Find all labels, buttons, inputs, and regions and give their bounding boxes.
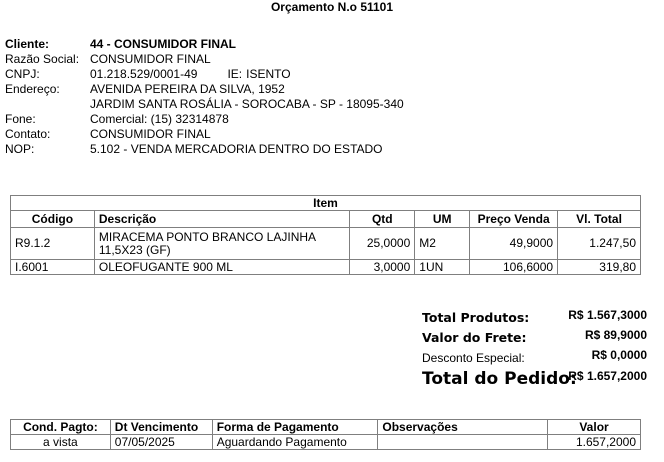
col-total: Vl. Total [558, 211, 641, 228]
total-pedido-value: R$ 1.657,2000 [568, 369, 647, 383]
contato-row [5, 127, 404, 142]
col-obs: Observações [378, 420, 548, 435]
frete-value: R$ 89,9000 [584, 328, 647, 342]
document-title: Orçamento N.o 51101 [270, 0, 394, 14]
col-qtd: Qtd [350, 211, 415, 228]
cell-codigo: I.6001 [11, 260, 95, 275]
items-header: Item [11, 196, 641, 211]
ie-label: IE: [227, 67, 243, 81]
total-pedido-row [422, 365, 647, 389]
endereco-label: Endereço: [5, 82, 60, 96]
cell-descricao: OLEOFUGANTE 900 ML [94, 260, 349, 275]
nop-value: 5.102 - VENDA MERCADORIA DENTRO DO ESTADO [90, 142, 383, 156]
col-codigo: Código [11, 211, 95, 228]
cnpj-value: 01.218.529/0001-49 [90, 67, 198, 81]
cell-qtd: 3,0000 [350, 260, 415, 275]
nop-row [5, 142, 404, 157]
col-valor: Valor [548, 420, 641, 435]
cell-valor: 1.657,2000 [548, 435, 641, 450]
cell-preco: 49,9000 [470, 228, 558, 260]
cell-preco: 106,6000 [470, 260, 558, 275]
contato-value: CONSUMIDOR FINAL [90, 127, 211, 141]
total-produtos-row [422, 305, 647, 325]
endereco-line2: JARDIM SANTA ROSÁLIA - SOROCABA - SP - 18095-340 [90, 97, 404, 111]
desconto-label: Desconto Especial: [422, 351, 525, 365]
total-produtos-value: R$ 1.567,3000 [568, 308, 647, 322]
cnpj-row [5, 67, 404, 82]
total-produtos-label: Total Produtos: [422, 310, 530, 325]
cliente-row [5, 37, 404, 52]
fone-row [5, 112, 404, 127]
col-vencimento: Dt Vencimento [110, 420, 212, 435]
cell-total: 1.247,50 [558, 228, 641, 260]
cell-vencimento: 07/05/2025 [110, 435, 212, 450]
table-row [11, 228, 641, 260]
ie-value: ISENTO [246, 67, 291, 81]
endereco-row [5, 82, 404, 97]
totals-panel [422, 305, 647, 389]
cell-cond: a vista [11, 435, 111, 450]
payment-table [10, 419, 641, 450]
cell-obs [378, 435, 548, 450]
col-preco: Preço Venda [470, 211, 558, 228]
nop-label: NOP: [5, 142, 35, 156]
endereco-row-2 [5, 97, 404, 112]
cnpj-label: CNPJ: [5, 67, 40, 81]
contato-label: Contato: [5, 127, 51, 141]
cell-codigo: R9.1.2 [11, 228, 95, 260]
cell-forma: Aguardando Pagamento [212, 435, 378, 450]
desconto-row [422, 345, 647, 365]
fone-label: Fone: [5, 112, 36, 126]
frete-row [422, 325, 647, 345]
col-um: UM [415, 211, 470, 228]
frete-label: Valor do Frete: [422, 330, 527, 345]
client-info [5, 37, 404, 157]
items-table [10, 195, 641, 275]
endereco-line1: AVENIDA PEREIRA DA SILVA, 1952 [90, 82, 285, 96]
table-row [11, 260, 641, 275]
cell-qtd: 25,0000 [350, 228, 415, 260]
cell-total: 319,80 [558, 260, 641, 275]
cliente-value: 44 - CONSUMIDOR FINAL [90, 37, 237, 51]
cell-um: M2 [415, 228, 470, 260]
col-cond-pagto: Cond. Pagto: [11, 420, 111, 435]
razao-value: CONSUMIDOR FINAL [90, 52, 211, 66]
total-pedido-label: Total do Pedido: [422, 369, 577, 389]
razao-label: Razão Social: [5, 52, 80, 66]
razao-row [5, 52, 404, 67]
cell-descricao: MIRACEMA PONTO BRANCO LAJINHA 11,5X23 (GF) [94, 228, 349, 260]
cliente-label: Cliente: [5, 37, 50, 51]
fone-value: Comercial: (15) 32314878 [90, 112, 229, 126]
desconto-value: R$ 0,0000 [591, 348, 647, 362]
col-forma: Forma de Pagamento [212, 420, 378, 435]
col-descricao: Descrição [94, 211, 349, 228]
table-row [11, 435, 641, 450]
cell-um: 1UN [415, 260, 470, 275]
